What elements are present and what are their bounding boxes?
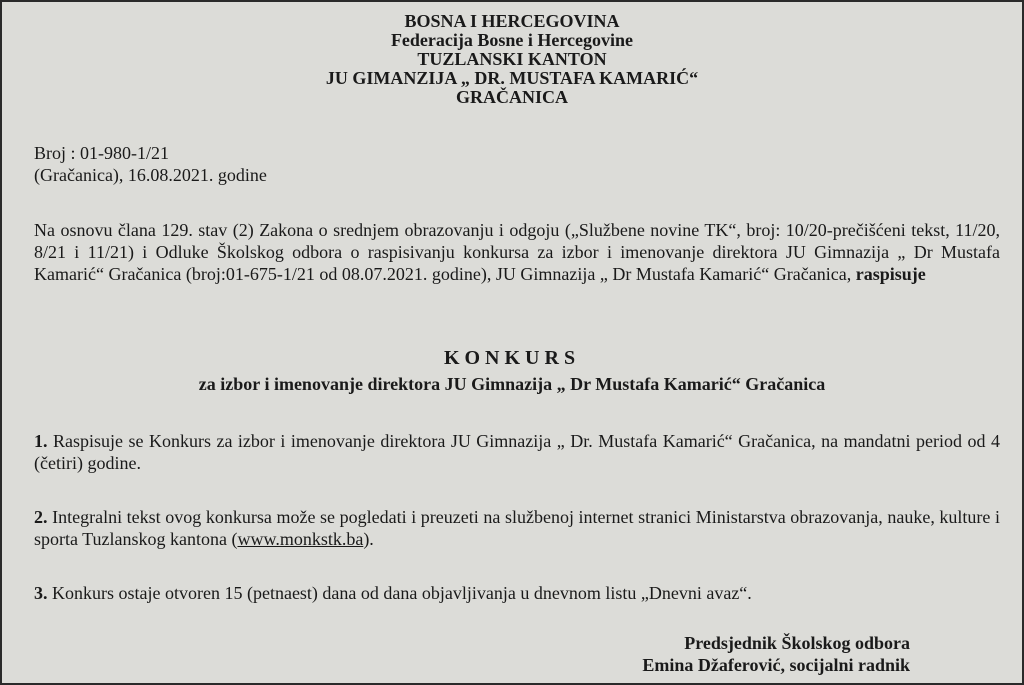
intro-paragraph — [34, 219, 1000, 285]
konkurs-item-1 — [34, 430, 1000, 474]
header-federation: Federacija Bosne i Hercegovine — [390, 30, 634, 50]
intro-text: Na osnovu člana 129. stav (2) Zakona o srednjem obrazovanju i odgoju („Službene novine TK“, broj: 10/20-prečišćeni tekst, 11/20, 8/21 i 11/21) i Odluke Školskog odbora o raspisivanju konkursa za izbor i imenovanje direktora JU Gimnazija „ Dr Mustafa Kamarić“ Gračanica (broj:01-675-1/21 od 08.07.2021. godine), JU Gimnazija „ Dr Mustafa Kamarić“ Gračanica, — [34, 220, 1000, 284]
document-meta — [34, 142, 267, 186]
item-number: 1. — [34, 431, 48, 451]
intro-bold-end: raspisuje — [855, 264, 926, 284]
header-school: JU GIMANZIJA „ DR. MUSTAFA KAMARIĆ“ — [325, 68, 699, 88]
document-number: Broj : 01-980-1/21 — [34, 143, 169, 163]
header-city: GRAČANICA — [456, 87, 568, 107]
ministry-website-link[interactable]: www.monkstk.ba — [237, 529, 364, 549]
item-text-after: ). — [363, 529, 374, 549]
konkurs-item-3 — [34, 582, 1000, 604]
item-text-before: Integralni tekst ovog konkursa može se pogledati i preuzeti na službenoj internet stranici Ministarstva obrazovanja, nauke, kulture i sporta Tuzlanskog kantona ( — [34, 507, 1001, 549]
item-text: Konkurs ostaje otvoren 15 (petnaest) dana od dana objavljivanja u dnevnom listu „Dnevni avaz“. — [52, 583, 752, 603]
signature-name: Emina Džaferović, socijalni radnik — [642, 655, 910, 675]
document-date: (Gračanica), 16.08.2021. godine — [34, 165, 267, 185]
signature-role: Predsjednik Školskog odbora — [684, 633, 910, 653]
konkurs-subtitle: za izbor i imenovanje direktora JU Gimnazija „ Dr Mustafa Kamarić“ Gračanica — [198, 374, 826, 394]
header-country: BOSNA I HERCEGOVINA — [404, 11, 620, 31]
item-number: 3. — [34, 583, 48, 603]
signature-block — [642, 632, 910, 676]
konkurs-item-2 — [34, 506, 1000, 550]
konkurs-title: KONKURS — [443, 347, 581, 369]
item-text: Raspisuje se Konkurs za izbor i imenovanje direktora JU Gimnazija „ Dr. Mustafa Kamarić“ Gračanica, na mandatni period od 4 (četiri) godine. — [34, 431, 1001, 473]
item-number: 2. — [34, 507, 48, 527]
header-canton: TUZLANSKI KANTON — [417, 49, 607, 69]
document-header — [2, 12, 1022, 107]
